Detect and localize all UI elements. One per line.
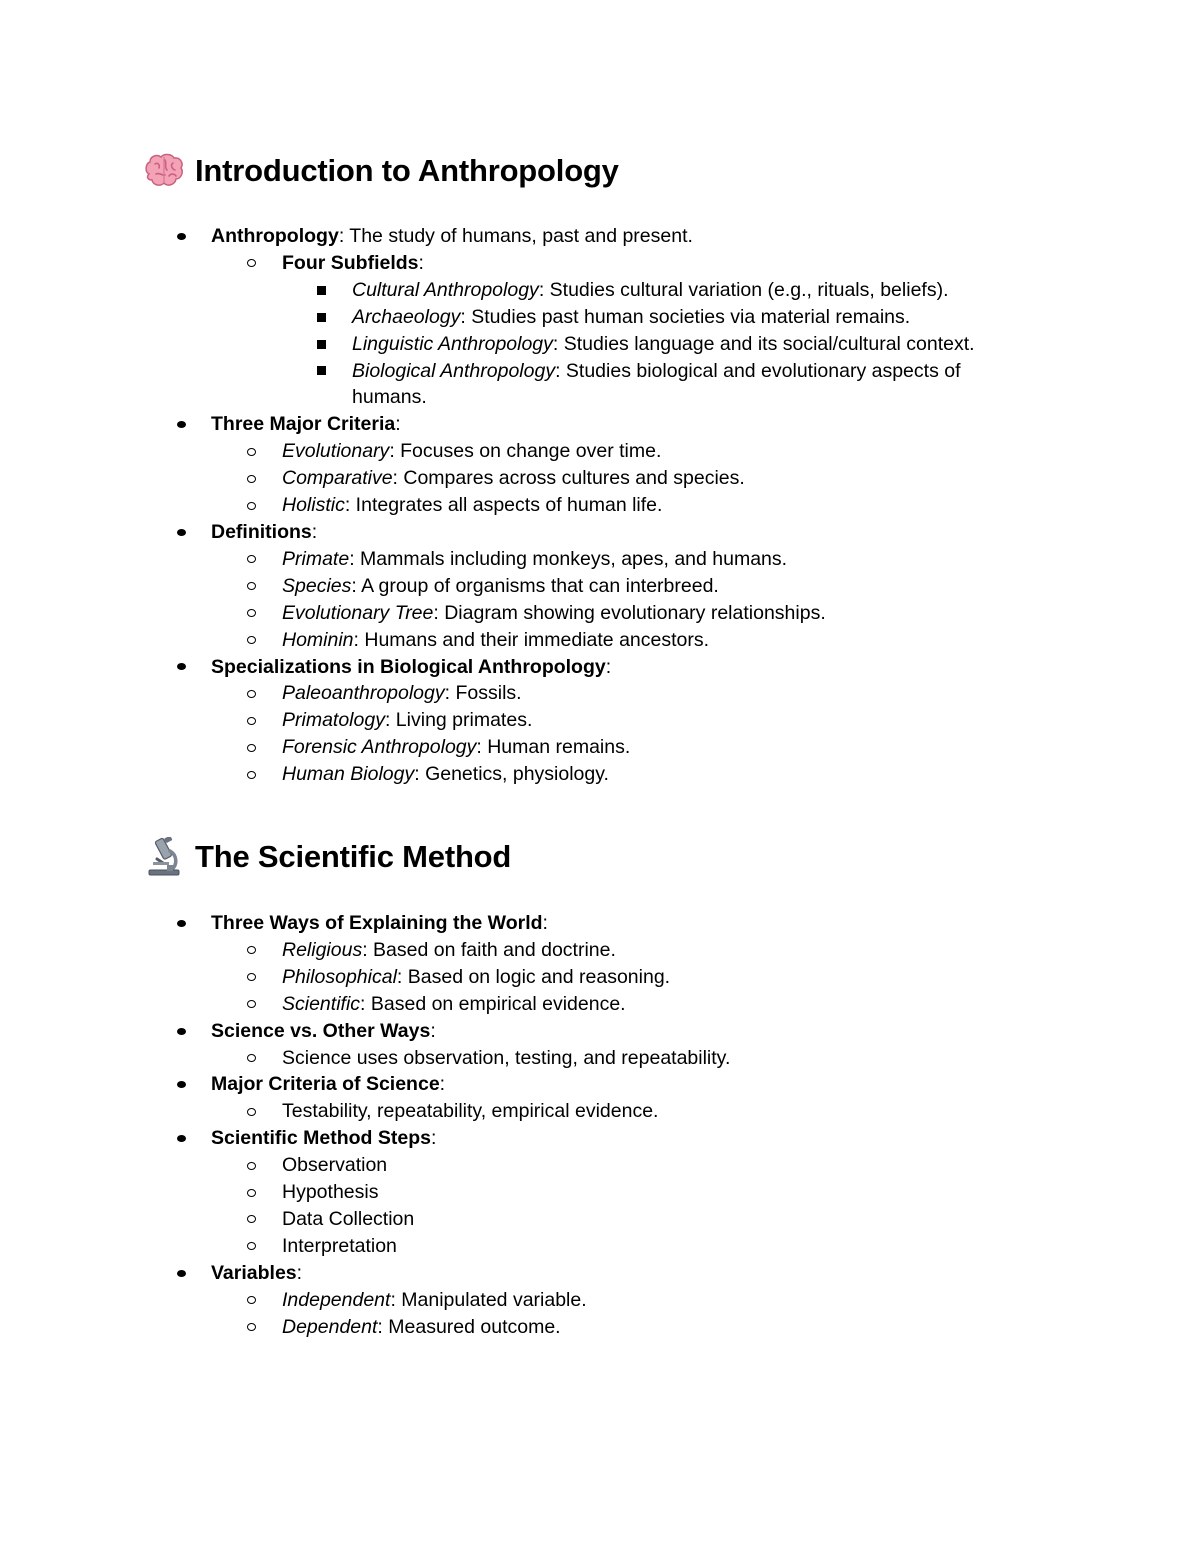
list-item: Hypothesis (143, 1179, 1103, 1206)
list-item: Definitions: (143, 519, 1103, 546)
section-heading (143, 151, 1103, 191)
section-title: The Scientific Method (195, 839, 512, 874)
list-item: Primate: Mammals including monkeys, apes, and humans. (143, 546, 1103, 573)
list-item: Archaeology: Studies past human societies via material remains. (143, 304, 1103, 331)
list-item: Three Ways of Explaining the World: (143, 910, 1103, 937)
list-item: Variables: (143, 1260, 1103, 1287)
list-item: Evolutionary Tree: Diagram showing evolutionary relationships. (143, 600, 1103, 627)
list-item: Testability, repeatability, empirical evidence. (143, 1098, 1103, 1125)
list-item: Three Major Criteria: (143, 411, 1103, 438)
list-item: Scientific Method Steps: (143, 1125, 1103, 1152)
section-intro-anthropology (143, 151, 1103, 788)
section-list (143, 223, 1103, 788)
section-title: Introduction to Anthropology (195, 153, 619, 188)
list-item: Observation (143, 1152, 1103, 1179)
list-item: Interpretation (143, 1233, 1103, 1260)
list-item: Dependent: Measured outcome. (143, 1314, 1103, 1341)
list-item: Major Criteria of Science: (143, 1071, 1103, 1098)
list-item: Primatology: Living primates. (143, 707, 1103, 734)
list-item: Evolutionary: Focuses on change over time. (143, 438, 1103, 465)
list-item: Cultural Anthropology: Studies cultural variation (e.g., rituals, beliefs). (143, 277, 1103, 304)
brain-icon (143, 151, 185, 191)
section-scientific-method (143, 837, 1103, 1341)
list-item: Human Biology: Genetics, physiology. (143, 761, 1103, 788)
list-item: Science vs. Other Ways: (143, 1018, 1103, 1045)
list-item: Forensic Anthropology: Human remains. (143, 734, 1103, 761)
list-item: Paleoanthropology: Fossils. (143, 680, 1103, 707)
list-item: Independent: Manipulated variable. (143, 1287, 1103, 1314)
list-item: Hominin: Humans and their immediate ancestors. (143, 627, 1103, 654)
list-item: Data Collection (143, 1206, 1103, 1233)
list-item: Specializations in Biological Anthropology: (143, 654, 1103, 681)
microscope-icon (143, 837, 185, 877)
section-list (143, 910, 1103, 1341)
section-heading (143, 837, 1103, 877)
list-item: Biological Anthropology: Studies biological and evolutionary aspects of humans. (143, 358, 1032, 412)
list-item: Anthropology: The study of humans, past and present. (143, 223, 1103, 250)
list-item: Linguistic Anthropology: Studies language and its social/cultural context. (143, 331, 1103, 358)
list-item: Holistic: Integrates all aspects of human life. (143, 492, 1103, 519)
list-item: Philosophical: Based on logic and reasoning. (143, 964, 1103, 991)
list-item: Science uses observation, testing, and repeatability. (143, 1045, 1103, 1072)
list-item: Religious: Based on faith and doctrine. (143, 937, 1103, 964)
list-item: Comparative: Compares across cultures and species. (143, 465, 1103, 492)
list-item: Species: A group of organisms that can interbreed. (143, 573, 1103, 600)
list-item: Four Subfields: (143, 250, 1103, 277)
list-item: Scientific: Based on empirical evidence. (143, 991, 1103, 1018)
